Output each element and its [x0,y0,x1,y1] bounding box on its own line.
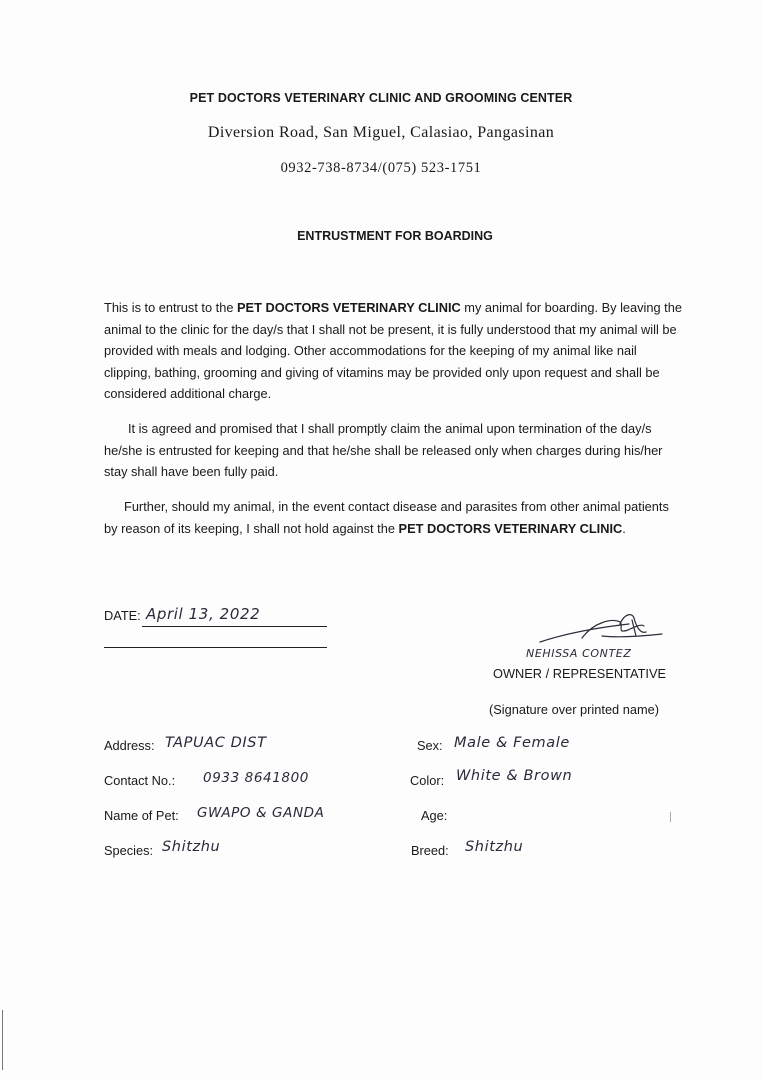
breed-value: Shitzhu [465,839,524,855]
sex-value: Male & Female [454,735,570,751]
signature-note: (Signature over printed name) [489,702,660,717]
paragraph-liability [104,496,684,539]
clinic-phones: 0932-738-8734/(075) 523-1751 [280,160,482,176]
p3-text-a: Further, should my animal, in the event contact disease and parasites from other animal patients by reason of its keeping, I shall not hold against the [104,499,669,536]
address-value: TAPUAC DIST [165,735,267,751]
species-value: Shitzhu [162,839,221,855]
p1-text-a: This is to entrust to the [104,300,238,315]
date-value: April 13, 2022 [146,605,261,623]
date-underline [142,626,327,627]
breed-label: Breed: [411,843,449,858]
sex-label: Sex: [417,738,443,753]
color-value: White & Brown [456,768,573,784]
address-label: Address: [104,738,155,753]
contact-value: 0933 8641800 [203,770,309,786]
paragraph-entrust [104,297,684,405]
paragraph-claim [104,418,684,483]
p2-text: It is agreed and promised that I shall promptly claim the animal upon termination of the day/s he/she is entrusted for keeping and that he/she shall be released only when charges during his/her stay shall have been fully paid. [104,421,663,479]
document-title: ENTRUSTMENT FOR BOARDING [297,229,493,243]
printed-name: NEHISSA CONTEZ [526,647,632,660]
p3-clinic-name: PET DOCTORS VETERINARY CLINIC [398,520,623,536]
p1-clinic-name: PET DOCTORS VETERINARY CLINIC [237,300,461,315]
pet-name-label: Name of Pet: [104,808,179,823]
clinic-name: PET DOCTORS VETERINARY CLINIC AND GROOMING CENTER [189,91,573,105]
species-label: Species: [104,843,154,858]
color-label: Color: [410,773,445,788]
scan-tick-mark [670,812,671,822]
age-label: Age: [421,808,448,823]
contact-label: Contact No.: [104,773,176,788]
p3-text-c: . [622,520,626,536]
date-label: DATE: [104,608,141,623]
p1-text-c: my animal for boarding. By leaving the animal to the clinic for the day/s that I shall not be present, it is fully understood that my animal will be provided with meals and lodging. Other accommodations for the keeping of my animal like nail clipping, bathing, grooming and giving of vitamins may be provided only upon request and shall be considered additional charge. [104,300,682,401]
pet-name-value: GWAPO & GANDA [197,805,325,821]
blank-underline [104,647,327,648]
clinic-address: Diversion Road, San Miguel, Calasiao, Pangasinan [207,124,555,141]
owner-label: OWNER / REPRESENTATIVE [493,666,667,681]
scan-edge-mark [2,1010,3,1070]
